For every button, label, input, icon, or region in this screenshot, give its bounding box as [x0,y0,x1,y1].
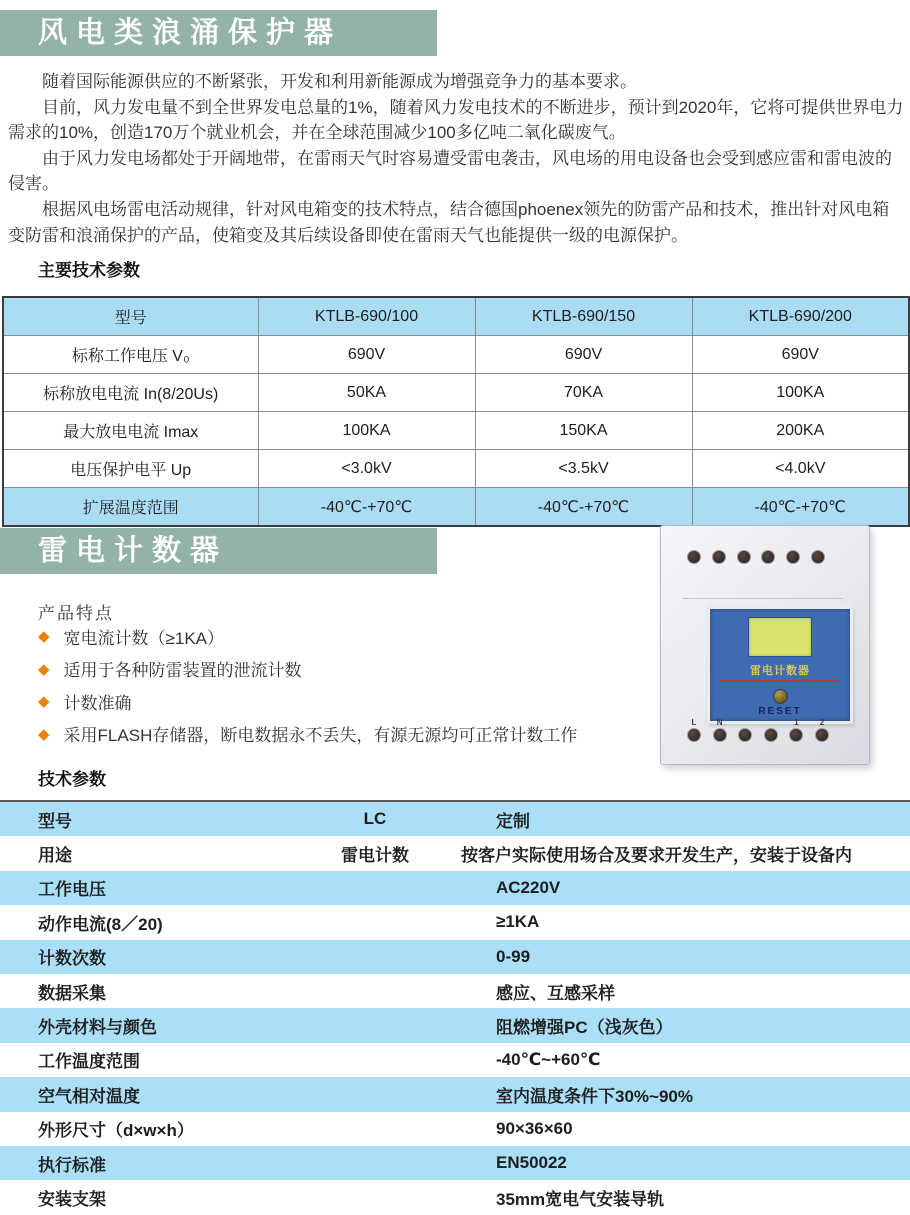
feature-item [38,620,577,653]
cell: 感应、互感采样 [496,983,615,1003]
cell: 690V [475,336,692,374]
column-header: KTLB-690/200 [692,297,909,336]
terminal-slot [764,718,778,742]
terminal-slot [815,718,829,742]
terminal-hole [764,728,778,742]
table-row [3,336,909,374]
row-label: 电压保护电平 Up [3,450,258,488]
row-label: 计数次数 [0,940,289,974]
table-header-row [3,297,909,336]
row-label: 扩展温度范围 [3,488,258,527]
cell: 室内温度条件下30%~90% [461,1077,910,1111]
terminal-hole [761,550,775,564]
terminal-slot [738,718,752,742]
reset-button [773,689,788,704]
cell: -40℃-+70℃ [475,488,692,527]
cell: EN50022 [461,1146,910,1180]
terminal-label: 1 [794,718,799,727]
row-label: 数据采集 [38,983,106,1003]
table-row [0,1146,910,1180]
section-title: 雷电计数器 [38,535,229,567]
row-label: 动作电流(8／20) [38,914,163,934]
housing-step-line [683,590,843,599]
terminal-hole [738,728,752,742]
row-label: 空气相对温度 [0,1077,289,1111]
diamond-bullet-icon: ◆ [38,628,50,646]
table-row [0,1008,910,1042]
cell: 50KA [258,374,475,412]
cell: LC [289,801,461,836]
column-header: 型号 [3,297,258,336]
table-row [0,1112,910,1146]
cell: 定制 [461,801,910,836]
terminal-label: 2 [819,718,825,727]
row-label: 工作温度范围 [38,1052,140,1072]
table-row [3,488,909,527]
terminal-hole [713,728,727,742]
terminal-hole [811,550,825,564]
cell: 90×36×60 [496,1118,573,1138]
cell [289,905,461,939]
terminal-label: N [716,718,723,727]
cell [289,871,461,905]
terminal-slot [687,718,701,742]
cell: <4.0kV [692,450,909,488]
row-label: 型号 [0,801,289,836]
reset-label: RESET [758,706,802,717]
cell [289,1077,461,1111]
cell [289,1112,461,1146]
cell: 200KA [692,412,909,450]
tech-params-heading: 技术参数 [38,770,106,789]
cell: -40℃-+70℃ [692,488,909,527]
lightning-counter-spec-table [0,800,910,1215]
feature-list [38,620,577,750]
cell: 35mm宽电气安装导轨 [496,1189,665,1209]
table-row [0,940,910,974]
feature-text: 采用FLASH存储器，断电数据永不丢失，有源无源均可正常计数工作 [63,726,578,746]
cell: ≥1KA [496,912,540,932]
main-params-heading: 主要技术参数 [38,261,140,280]
cell: 70KA [475,374,692,412]
feature-item [38,653,577,686]
bottom-terminal-holes [687,718,829,742]
row-label: 外形尺寸（d×w×h） [38,1121,194,1141]
terminal-slot [789,718,803,742]
feature-text: 计数准确 [63,693,132,713]
row-label: 最大放电电流 Imax [3,412,258,450]
cell [289,1146,461,1180]
row-label: 标称放电电流 In(8/20Us) [3,374,258,412]
cell: <3.5kV [475,450,692,488]
cell [289,974,461,1008]
row-label: 安装支架 [38,1189,106,1209]
terminal-hole [786,550,800,564]
table-row [0,871,910,905]
terminal-slot [713,718,727,742]
terminal-label: L [691,718,697,727]
feature-item [38,718,577,751]
cell [289,1008,461,1042]
device-housing [660,525,870,765]
row-label: 执行标准 [0,1146,289,1180]
features-heading: 产品特点 [38,604,114,623]
table-row [0,1180,910,1214]
intro-paragraphs [8,69,904,248]
terminal-hole [687,550,701,564]
paragraph: 随着国际能源供应的不断紧张，开发和利用新能源成为增强竞争力的基本要求。 [42,72,637,91]
row-label: 用途 [38,846,72,866]
terminal-hole [815,728,829,742]
terminal-hole [687,728,701,742]
section-header-lightning-counter [0,528,437,574]
device-label: 雷电计数器 [750,665,810,677]
table-row [3,412,909,450]
cell [289,1043,461,1077]
column-header: KTLB-690/100 [258,297,475,336]
table-row [0,836,910,870]
table-row [0,974,910,1008]
section-header-surge-protector [0,10,437,56]
cell [289,1180,461,1214]
terminal-hole [789,728,803,742]
cell: 100KA [258,412,475,450]
row-label: 工作电压 [0,871,289,905]
feature-item [38,685,577,718]
cell: 雷电计数 [341,846,409,866]
device-front-panel [707,606,853,724]
cell: -40℃~+60℃ [496,1049,601,1069]
cell: AC220V [461,871,910,905]
cell: 阻燃增强PC（浅灰色） [461,1008,910,1042]
cell: 100KA [692,374,909,412]
feature-text: 适用于各种防雷装置的泄流计数 [63,661,302,681]
lcd-display [748,617,812,657]
diamond-bullet-icon: ◆ [38,725,50,743]
terminal-hole [712,550,726,564]
feature-text: 宽电流计数（≥1KA） [63,628,225,648]
cell: 150KA [475,412,692,450]
row-label: 外壳材料与颜色 [0,1008,289,1042]
table-row [3,450,909,488]
cell: <3.0kV [258,450,475,488]
table-row [0,1077,910,1111]
section-title: 风电类浪涌保护器 [38,17,343,49]
red-divider-line [720,680,840,682]
paragraph: 由于风力发电场都处于开阔地带，在雷雨天气时容易遭受雷电袭击，风电场的用电设备也会受到感应雷和雷电波的侵害。 [8,148,892,194]
top-terminal-holes [687,550,825,564]
cell [289,940,461,974]
lightning-counter-product-photo [650,523,882,769]
column-header: KTLB-690/150 [475,297,692,336]
cell: 690V [258,336,475,374]
row-label: 标称工作电压 V₀ [3,336,258,374]
table-row [0,905,910,939]
paragraph: 根据风电场雷电活动规律，针对风电箱变的技术特点，结合德国phoenex领先的防雷产品和技术，推出针对风电箱变防雷和浪涌保护的产品，使箱变及其后续设备即使在雷雨天气也能提供一级的电源保护。 [8,199,890,245]
diamond-bullet-icon: ◆ [38,693,50,711]
terminal-hole [737,550,751,564]
cell: -40℃-+70℃ [258,488,475,527]
surge-protector-spec-table [2,296,910,527]
cell: 按客户实际使用场合及要求开发生产，安装于设备内 [461,846,852,866]
table-row [0,1043,910,1077]
cell: 0-99 [461,940,910,974]
diamond-bullet-icon: ◆ [38,660,50,678]
paragraph: 目前，风力发电量不到全世界发电总量的1%，随着风力发电技术的不断进步，预计到2020年，它将可提供世界电力需求的10%，创造170万个就业机会，并在全球范围减少100多亿吨二氧化碳废气。 [8,97,904,143]
cell: 690V [692,336,909,374]
table-row [0,801,910,836]
table-row [3,374,909,412]
